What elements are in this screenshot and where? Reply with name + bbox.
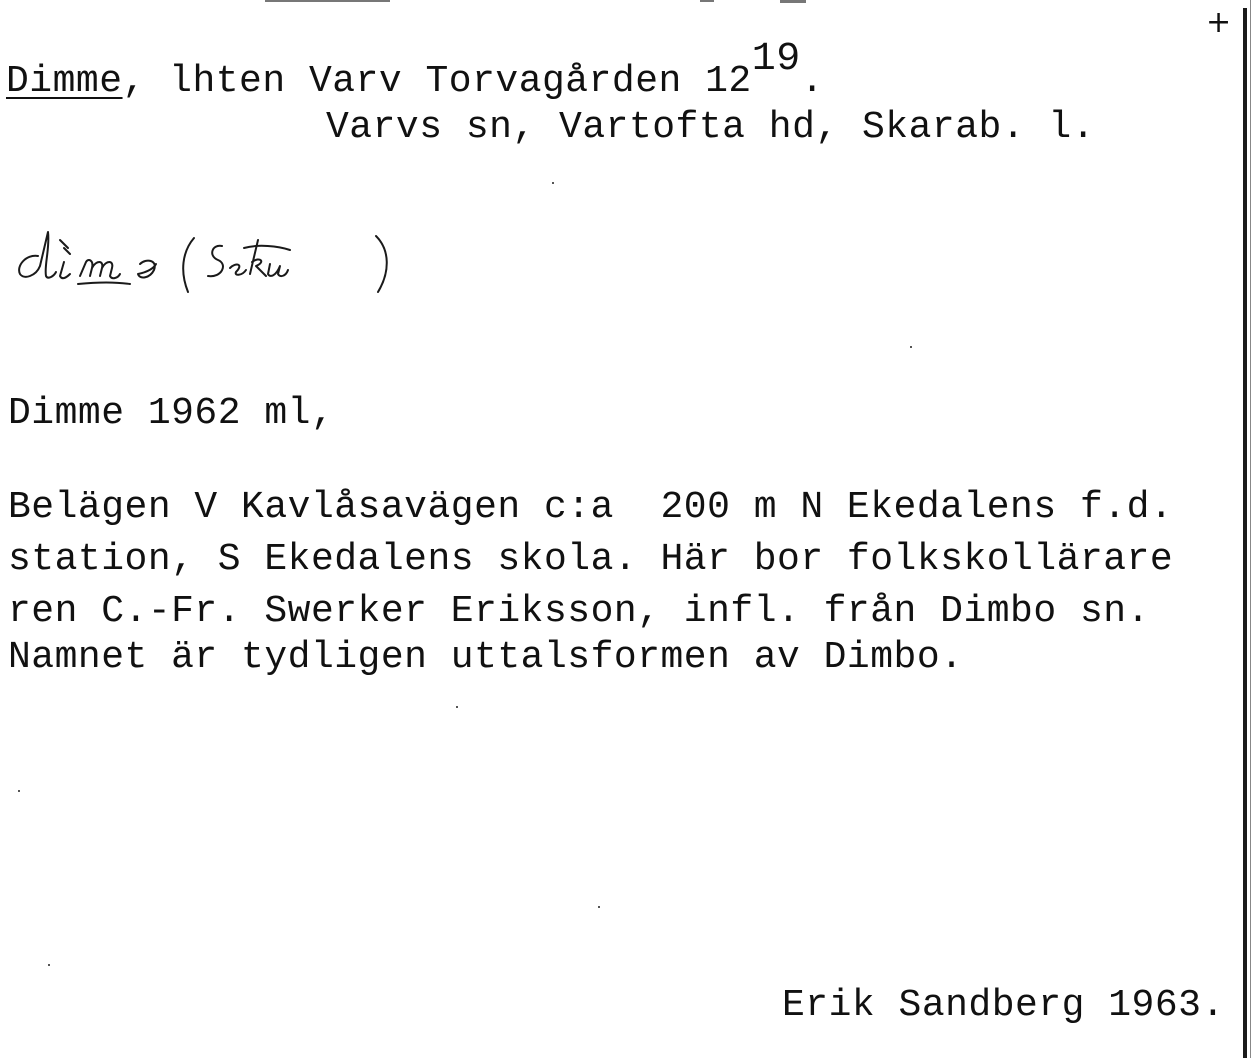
- header-line-1: [6, 37, 825, 104]
- header-line-1-end: .: [800, 60, 825, 103]
- scan-artifact-top-mid: [700, 0, 714, 2]
- description-line-2: station, S Ekedalens skola. Här bor folkskollärare: [8, 538, 1174, 581]
- headword: Dimme: [6, 60, 123, 103]
- header-line-2: Varvs sn, Vartofta hd, Skarab. l.: [326, 106, 1096, 149]
- scan-speck: [910, 346, 912, 348]
- scan-artifact-top-right: [780, 0, 806, 3]
- header-location: , lhten Varv Torvagården 12: [122, 60, 752, 103]
- scan-speck: [18, 790, 20, 792]
- corner-mark: +: [1206, 5, 1232, 40]
- scan-speck: [598, 906, 600, 908]
- scan-artifact-top-left: [265, 0, 390, 2]
- header-superscript: 19: [751, 37, 801, 82]
- scan-speck: [48, 964, 50, 966]
- scan-speck: [456, 706, 458, 708]
- description-line-4: Namnet är tydligen uttalsformen av Dimbo.: [8, 636, 964, 679]
- record-line: Dimme 1962 ml,: [8, 392, 335, 435]
- card-edge-thin: [1250, 0, 1251, 1058]
- handwritten-pronunciation: [8, 218, 408, 308]
- description-line-1: Belägen V Kavlåsavägen c:a 200 m N Ekedalens f.d.: [8, 486, 1174, 529]
- scan-speck: [552, 182, 554, 184]
- description-line-3: ren C.-Fr. Swerker Eriksson, infl. från Dimbo sn.: [8, 590, 1150, 633]
- card-edge-rule: [1243, 8, 1247, 1058]
- signature: Erik Sandberg 1963.: [782, 984, 1225, 1027]
